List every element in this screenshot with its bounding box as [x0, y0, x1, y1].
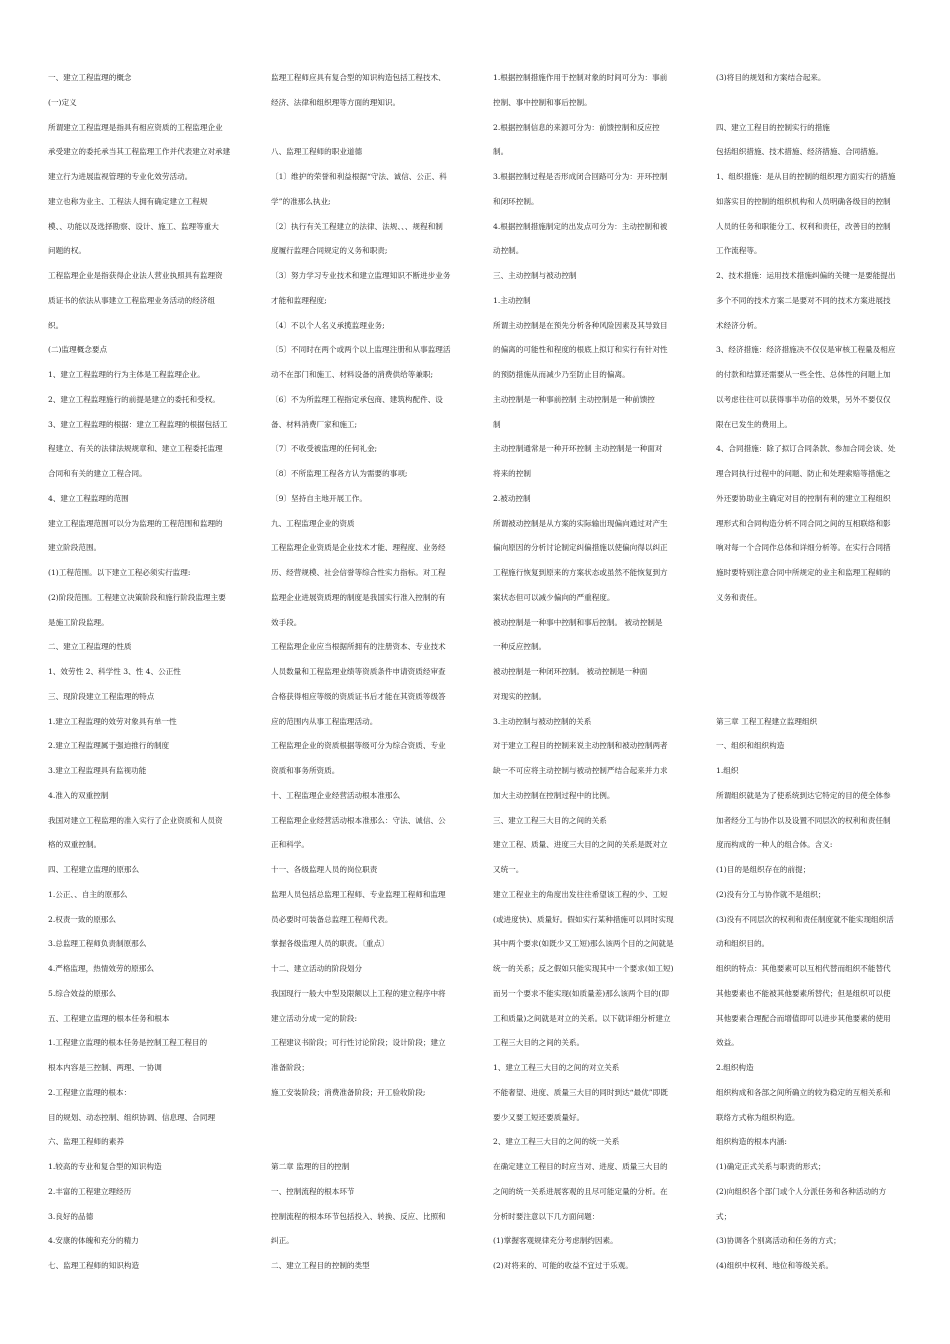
text-line [271, 116, 471, 141]
text-line: 包括组织措施、技术措施、经济措施、合同措施。 [716, 147, 884, 157]
text-line: 经济、法律和组织理等方面的理知识。 [271, 97, 401, 107]
text-line: 质证书的依法从事建立工程监理业务活动的经济组 [48, 295, 216, 305]
text-line: 3.根据控制过程是否形成闭合回路可分为：开环控制 [493, 172, 668, 181]
text-line: 度而构成的一种人的组合体。含义: [716, 840, 833, 850]
text-line: (二)监理概念要点 [48, 345, 108, 355]
text-line: 建立阶段范围。 [48, 543, 102, 553]
text-line: 1、建立工程三大目的之间的对立关系 [493, 1063, 620, 1072]
text-line: 1、组织措施：是从目的控制的组织理方面实行的措施 [716, 172, 896, 181]
text-line: 建立工程监理范围可以分为监理的工程范围和监理的 [48, 518, 223, 528]
text-line: 4.准入的双重控制 [48, 790, 109, 800]
text-line: 十、工程监理企业经营活动根本准那么 [271, 790, 401, 800]
text-line: 控制、事中控制和事后控制。 [493, 97, 592, 107]
text-line: 工程施行恢复到原来的方案状态或虽然不能恢复到方 [493, 568, 668, 577]
text-line: 理形式和合同构造分析不同合同之间的互相联络和影 [716, 518, 891, 528]
text-line: 建立行为进展监视管理的专业化效劳活动。 [48, 172, 193, 181]
text-line: 六、监理工程师的素养 [48, 1137, 124, 1147]
text-line: (一)定义 [48, 97, 77, 107]
text-line: 义务和责任。 [716, 592, 762, 602]
text-line: 4.严格监理，热情效劳的原那么 [48, 964, 154, 973]
text-line: 第三章 工程工程建立监理组织 [716, 716, 818, 726]
text-line: 加大主动控制在控制过程中的比例。 [493, 790, 615, 800]
text-line: 对现实的控制。 [493, 691, 547, 701]
text-line: 加者经分工与协作以及设置不同层次的权利和责任制 [716, 815, 891, 825]
text-line: 纠正。 [271, 1236, 294, 1246]
text-line: 2.根据控制信息的来源可分为：前馈控制和反应控 [493, 122, 660, 132]
text-line: 十一、各级监理人员的岗位职责 [271, 865, 378, 874]
text-line: 资质和事务所资质。 [271, 766, 340, 775]
text-line: 2、技术措施：运用技术措施纠偏的关键一是要能提出 [716, 271, 896, 280]
text-line: 目的规划、动态控制、组织协调、信息理、合同理 [48, 1112, 216, 1122]
text-line: 根本内容是三控制、两理、一协调 [48, 1063, 162, 1072]
text-line: 工程三大目的之间的关系。 [493, 1038, 585, 1048]
text-line: 历、经营规模、社会信誉等综合性实力指标。对工程 [271, 568, 446, 577]
text-line [271, 1106, 471, 1131]
text-line: 工程监理企业的资质根据等级可分为综合资质、专业 [271, 741, 446, 751]
text-line: 工作流程等。 [716, 246, 762, 256]
text-line: 要少又要工短还要质量好。 [493, 1112, 585, 1122]
text-line: (2)向组织各个部门或个人分派任务和各种活动的方 [716, 1186, 887, 1196]
text-line: (2)对将来的、可能的收益不宜过于乐观。 [493, 1261, 633, 1270]
text-line: 工程建议书阶段；可行性讨论阶段；设计阶段；建立 [271, 1038, 446, 1048]
text-line: 案状态但可以减少偏向的严重程度。 [493, 592, 615, 602]
text-line: 的预防措施从而减少乃至防止目的偏离。 [493, 370, 630, 379]
text-line: 监理人员包括总监理工程师、专业监理工程师和监理 [271, 889, 446, 899]
text-line: 1、效劳性 2、科学性 3、性 4、公正性 [48, 667, 181, 676]
text-line: 组织构造的根本内涵: [716, 1137, 787, 1147]
text-line: 所谓建立工程监理是指具有相应资质的工程监理企业 [48, 122, 223, 132]
text-line: 建立工程、质量、进度三大目的之间的关系是既对立 [493, 840, 668, 850]
text-line: 1.主动控制 [493, 295, 531, 305]
text-line: 第二章 监理的目的控制 [271, 1162, 350, 1171]
text-line: 组织的特点：其他要素可以互相代替而组织不能替代 [716, 964, 891, 973]
text-line: 八、监理工程师的职业道德 [271, 147, 363, 157]
text-line: 人员数量和工程监理业绩等资质条件申请资质经审查 [271, 667, 446, 676]
text-line: 施时要特别注意合同中所规定的业主和监理工程师的 [716, 568, 891, 577]
text-line: 建立活动分成一定的阶段: [271, 1013, 358, 1023]
text-line: 2、建立工程监理施行的前提是建立的委托和受权。 [48, 394, 220, 404]
text-line: 建立也称为业主、工程法人拥有确定建立工程规 [48, 196, 208, 206]
text-line: 〔2〕执行有关工程建立的法律、法规、、、规程和制 [271, 221, 443, 231]
text-line: 术经济分析。 [716, 320, 762, 330]
text-line: 二、建立工程监理的性质 [48, 642, 132, 652]
text-line: 之间的统一关系进展客观的且尽可能定量的分析。在 [493, 1186, 668, 1196]
text-line: 多个不同的技术方案二是要对不同的技术方案进展技 [716, 295, 891, 305]
text-line: 问题的权。 [48, 246, 86, 256]
text-line: 我国对建立工程监理的准入实行了企业资质和人员资 [48, 815, 223, 825]
text-line: 所谓主动控制是在预先分析各种风险因素及其导致目 [493, 320, 668, 330]
text-line: 1.公正、、自主的原那么 [48, 889, 128, 899]
text-line: 的偏离的可能性和程度的根底上拟订和实行有针对性 [493, 345, 668, 355]
text-line: 〔6〕不为所监理工程指定承包商、建筑构配件、设 [271, 394, 443, 404]
text-line: 〔3〕努力学习专业技术和建立监理知识不断进步业务 [271, 271, 451, 280]
text-line: (1)掌握客观规律充分考虑制约因素。 [493, 1236, 618, 1246]
text-line: 外还要协助业主确定对目的控制有利的建立工程组织 [716, 493, 891, 503]
text-line: 动不在部门和施工、材料设备的消费供给等兼职; [271, 370, 434, 379]
text-column-4 [716, 66, 916, 1279]
text-line: 一、控制流程的根本环节 [271, 1186, 355, 1196]
text-line: 度履行监理合同规定的义务和职责; [271, 246, 388, 256]
text-line: 三、主动控制与被动控制 [493, 271, 577, 280]
text-line: 员必要时可装备总监理工程师代表。 [271, 914, 393, 924]
text-line: 〔4〕不以个人名义承揽监理业务; [271, 320, 385, 330]
text-line: 3.良好的品德 [48, 1211, 94, 1221]
text-line: (1)确定正式关系与职责的形式； [716, 1162, 826, 1171]
text-line: 响对每一个合同作总体和详细分析等。在实行合同措 [716, 543, 891, 553]
text-line: 以考虑往往可以获得事半功倍的效果，另外不要仅仅 [716, 394, 891, 404]
text-line: 〔8〕不所监理工程各方认为需要的事项; [271, 469, 408, 478]
text-line: 工程监理企业经营活动根本准那么：守法、诚信、公 [271, 815, 446, 825]
text-line: 七、监理工程师的知识构造 [48, 1261, 140, 1270]
text-line: 承受建立的委托承当其工程监理工作并代表建立对承建 [48, 147, 231, 157]
text-line: 〔5〕不同时在两个或两个以上监理注册和从事监理活 [271, 345, 451, 355]
text-line: 4.根据控制措施制定的出发点可分为：主动控制和被 [493, 221, 668, 231]
text-line: 其他要素合理配合而增值即可以进步其他要素的使用 [716, 1013, 891, 1023]
text-line: 3.建立工程监理具有监视功能 [48, 766, 147, 775]
text-line: 2.被动控制 [493, 493, 531, 503]
text-line: 三、现阶段建立工程监理的特点 [48, 691, 155, 701]
text-line: 制。 [493, 147, 509, 157]
text-line: 其他要素也不能被其他要素所替代；但是组织可以使 [716, 988, 891, 998]
text-line [716, 660, 916, 685]
text-line: (2)没有分工与协作就不是组织； [716, 889, 826, 899]
text-line: 又统一。 [493, 865, 524, 874]
text-line: 动控制。 [493, 246, 524, 256]
text-line [271, 1130, 471, 1155]
text-line: 〔1〕维护的荣誉和利益根据“守法、诚信、公正、科 [271, 172, 447, 181]
text-line: 合同和有关的建立工程合同。 [48, 469, 147, 478]
text-line: 4.安康的体魄和充分的精力 [48, 1236, 139, 1246]
text-line: 监理企业进展资质理的制度是我国实行准入控制的有 [271, 592, 446, 602]
text-line: 是施工阶段监理。 [48, 617, 109, 627]
text-line: 1.建立工程监理的效劳对象具有单一性 [48, 716, 177, 726]
text-line: 2.工程建立监理的根本： [48, 1087, 132, 1097]
text-line: 格的双重控制。 [48, 840, 102, 850]
text-line: 2.权责一致的原那么 [48, 914, 116, 924]
text-line: 如落实目的控制的组织机构和人员明确各级目的控制 [716, 196, 891, 206]
text-column-3 [493, 66, 693, 1279]
text-line: 而另一个要求不能实现(如质量差)那么该两个目的(即 [493, 988, 669, 998]
text-line: (2)阶段范围。工程建立决策阶段和施行阶段监理主要 [48, 592, 226, 602]
text-line: 4、合同措施：除了拟订合同条款、参加合同会谈、处 [716, 444, 896, 454]
text-line: 理合同执行过程中的问题、防止和处理索赔等措施之 [716, 469, 891, 478]
text-line: 五、工程建立监理的根本任务和根本 [48, 1013, 170, 1023]
text-line: 掌握各级监理人员的职责。〔重点〕 [271, 939, 389, 949]
text-line: 和闭环控制。 [493, 196, 539, 206]
text-line: 不能奢望、进度、质量三大目的同时到达“最优”即既 [493, 1087, 668, 1097]
text-line: 分析时要注意以下几方面问题： [493, 1211, 600, 1221]
text-line: 被动控制是一种闭环控制。 被动控制是一种面 [493, 667, 648, 676]
text-line: 的付款和结算还需要从一些全性、总体性的问题上加 [716, 370, 891, 379]
text-line: 学”的准那么执业; [271, 196, 331, 206]
text-line: 工程监理企业应当根据所拥有的注册资本、专业技术 [271, 642, 446, 652]
text-line [716, 611, 916, 636]
text-column-2 [271, 66, 471, 1279]
text-line: 对于建立工程目的控制来说主动控制和被动控制两者 [493, 741, 668, 751]
text-line: 正和科学。 [271, 840, 309, 850]
text-line: 1.根据控制措施作用于控制对象的时间可分为：事前 [493, 73, 668, 82]
text-line: 二、建立工程目的控制的类型 [271, 1261, 370, 1270]
text-line [716, 91, 916, 116]
text-line: 3、经济措施：经济措施决不仅仅是审核工程量及相应 [716, 345, 896, 355]
text-line: 3.主动控制与被动控制的关系 [493, 716, 592, 726]
text-line: 〔7〕不收受被监理的任何礼金; [271, 444, 378, 454]
text-line: 4、建立工程监理的范围 [48, 493, 129, 503]
text-line: 3.总监理工程师负责制原那么 [48, 939, 147, 949]
text-line: 九、工程监理企业的资质 [271, 518, 355, 528]
text-line: 被动控制是一种事中控制和事后控制。 被动控制是 [493, 617, 663, 627]
text-line: 监理工程师应具有复合型的知识构造包括工程技术、 [271, 73, 446, 82]
text-line: 1.较高的专业和复合型的知识构造 [48, 1162, 162, 1171]
text-line: 工和质量)之间就是对立的关系。以下就详细分析建立 [493, 1013, 671, 1023]
text-line: 1.组织 [716, 766, 739, 775]
text-line: 施工安装阶段；消费准备阶段；开工验收阶段; [271, 1087, 426, 1097]
text-line: 缺一不可应将主动控制与被动控制严结合起来并力求 [493, 766, 668, 775]
text-line: 5.综合效益的原那么 [48, 988, 116, 998]
text-line: 3、建立工程监理的根据：建立工程监理的根据包括工 [48, 419, 228, 429]
text-line: 2.丰富的工程建立理经历 [48, 1186, 132, 1196]
text-line [716, 685, 916, 710]
text-line: 2.建立工程监理属于强迫推行的制度 [48, 741, 170, 751]
text-line: 在确定建立工程目的时应当对、进度、质量三大目的 [493, 1162, 668, 1171]
text-line: (3)没有不同层次的权利和责任制度就不能实现组织活 [716, 914, 894, 924]
text-line: (1)目的是组织存在的前提； [716, 865, 811, 874]
text-line: 准备阶段； [271, 1063, 309, 1072]
text-line: 将来的控制 [493, 469, 531, 478]
text-line: 2.组织构造 [716, 1063, 754, 1072]
text-line: 偏向原因的分析讨论制定纠偏措施以使偏向得以纠正 [493, 543, 668, 553]
text-line: 一种反应控制。 [493, 642, 547, 652]
text-line: 一、组织和组织构造 [716, 741, 785, 751]
text-line: 工程监理企业是指获得企业法人营业执照具有监理资 [48, 271, 223, 280]
text-line: 四、建立工程目的控制实行的措施 [716, 122, 830, 132]
text-line: 人员的任务和职能分工、权利和责任，改善目的控制 [716, 221, 891, 231]
text-line: 三、建立工程三大目的之间的关系 [493, 815, 607, 825]
text-line: 〔9〕坚持自主地开展工作。 [271, 493, 367, 503]
text-line: (4)组织中权利、地位和等级关系。 [716, 1261, 834, 1270]
text-line: (3)协调各个别离活动和任务的方式； [716, 1236, 841, 1246]
text-line: (或进度快)、质量好。假如实行某种措施可以同时实现 [493, 914, 674, 924]
text-column-1 [48, 66, 248, 1279]
text-line: 主动控制是一种事前控制 主动控制是一种前馈控 [493, 394, 655, 404]
text-line: 建立工程业主的角度出发往往希望该工程的少、工短 [493, 889, 668, 899]
text-line: 动和组织目的。 [716, 939, 770, 949]
text-line: 我国现行一般大中型及限额以上工程的建立程序中将 [271, 988, 446, 998]
text-line: 应的范围内从事工程监理活动。 [271, 716, 378, 726]
text-line: 联络方式称为组织构造。 [716, 1112, 800, 1122]
text-line: 其中两个要求(如既少又工短)那么该两个目的之间就是 [493, 939, 674, 949]
text-line: 1、建立工程监理的行为主体是工程监理企业。 [48, 370, 205, 379]
text-line: 效益。 [716, 1038, 739, 1048]
text-line: 统一的关系；反之假如只能实现其中一个要求(如工短) [493, 964, 674, 973]
text-line: 四、工程建立监理的原那么 [48, 865, 140, 874]
text-line: 制 [493, 419, 501, 429]
text-line: 织。 [48, 320, 64, 330]
text-line: 备、材料消费厂家和施工; [271, 419, 358, 429]
text-line: 十二、建立活动的阶段划分 [271, 964, 363, 973]
text-line: 所谓组织就是为了使系统到达它特定的目的使全体参 [716, 790, 891, 800]
text-line: 主动控制通常是一种开环控制 主动控制是一种面对 [493, 444, 663, 454]
text-line: 组织构成和各部之间所确立的较为稳定的互相关系和 [716, 1087, 891, 1097]
text-line: (3)将目的规划和方案结合起来。 [716, 73, 826, 82]
text-line: 效手段。 [271, 617, 302, 627]
text-line: 式； [716, 1211, 732, 1221]
text-line: 程建立、有关的法律法规规章和、建立工程委托监理 [48, 444, 223, 454]
text-line: 限在已发生的费用上。 [716, 419, 792, 429]
text-line: 一、建立工程监理的概念 [48, 73, 132, 82]
text-line: 2、建立工程三大目的之间的统一关系 [493, 1137, 620, 1147]
text-line [716, 635, 916, 660]
text-line: 控制流程的根本环节包括投入、转换、反应、比照和 [271, 1211, 446, 1221]
text-line: 工程监理企业资质是企业技术才能、理程度、业务经 [271, 543, 446, 553]
text-line: (1)工程范围。以下建立工程必须实行监理: [48, 568, 191, 577]
text-line: 才能和监理程度; [271, 295, 327, 305]
text-line: 所谓被动控制是从方案的实际输出现偏向通过对产生 [493, 518, 668, 528]
text-line: 模、、功能以及选择勘察、设计、施工、监理等重大 [48, 221, 219, 231]
text-line: 1.工程建立监理的根本任务是控制工程工程目的 [48, 1038, 208, 1048]
text-line: 合格获得相应等级的资质证书后才能在其资质等级答 [271, 691, 446, 701]
